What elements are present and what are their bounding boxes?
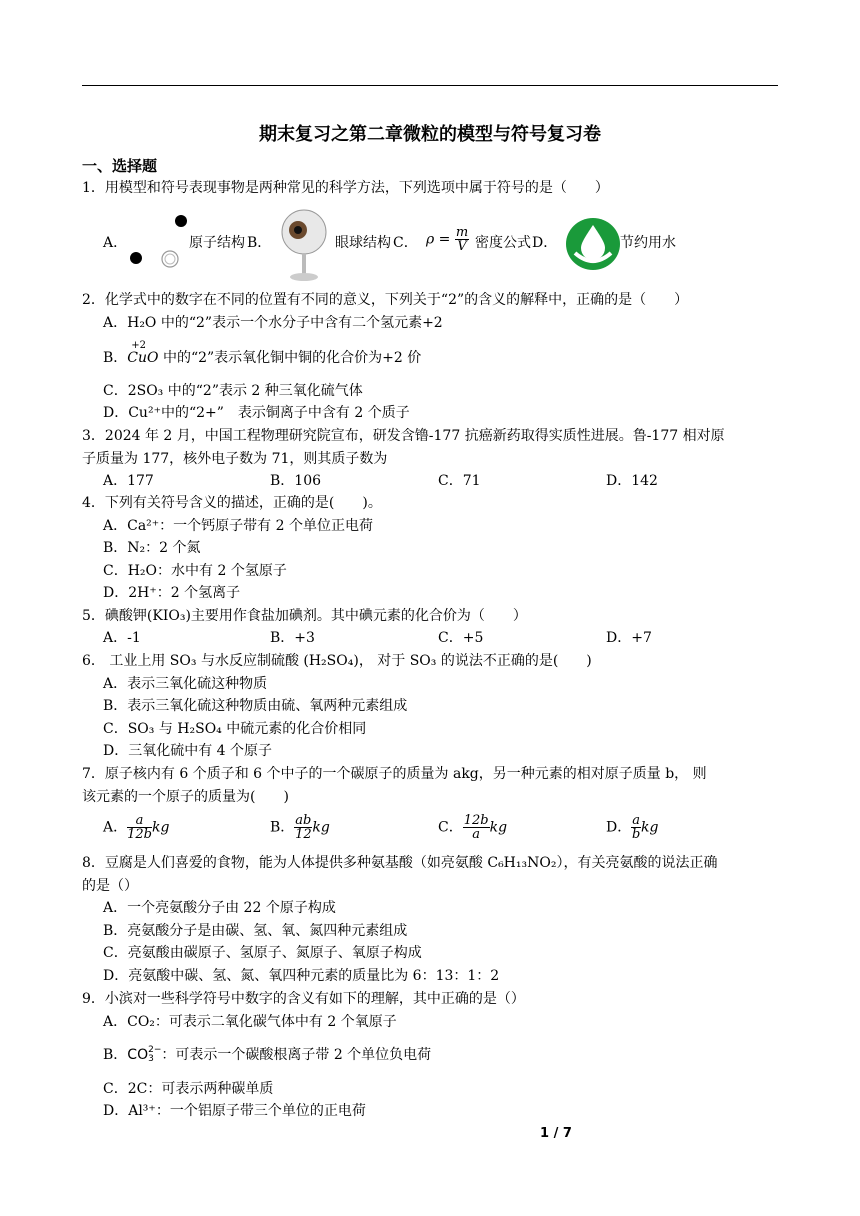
q2-option-b-text: 中的“2”表示氧化铜中铜的化合价为+2 价 bbox=[158, 350, 422, 366]
q1-option-c-prefix: C． bbox=[393, 235, 418, 251]
q3-stem-line2: 子质量为 177，核外电子数为 71，则其质子数为 bbox=[82, 451, 388, 467]
q9-option-b-text: ：可表示一个碳酸根离子带 2 个单位负电荷 bbox=[161, 1047, 432, 1063]
q7-c-unit: kg bbox=[489, 819, 508, 836]
q9-formula: CO bbox=[127, 1047, 149, 1063]
q2-option-b-prefix: B． bbox=[103, 350, 128, 366]
q7-option-d-prefix: D． bbox=[606, 819, 632, 836]
q6-option-a: A．表示三氧化硫这种物质 bbox=[103, 676, 268, 692]
q2-option-b bbox=[103, 340, 422, 368]
q8-stem-line2: 的是（） bbox=[82, 878, 138, 894]
q4-option-a: A．Ca²⁺：一个钙原子带有 2 个单位正电荷 bbox=[103, 518, 373, 534]
q6-option-c: C．SO₃ 与 H₂SO₄ 中硫元素的化合价相同 bbox=[103, 721, 367, 737]
q7-b-num: ab bbox=[295, 813, 312, 828]
section-heading: 一、选择题 bbox=[82, 157, 158, 175]
water-saving-logo-icon bbox=[565, 217, 621, 271]
formula-num: m bbox=[455, 225, 469, 240]
q8-option-b: B．亮氨酸分子是由碳、氢、氧、氮四种元素组成 bbox=[103, 923, 408, 939]
q5-stem: 5．碘酸钾(KIO₃)主要用作食盐加碘剂。其中碘元素的化合价为（ ） bbox=[82, 608, 527, 624]
q2-option-a: A．H₂O 中的“2”表示一个水分子中含有二个氢元素+2 bbox=[103, 315, 443, 331]
q3-option-c: C．71 bbox=[438, 473, 481, 489]
q5-option-a: A．-1 bbox=[103, 630, 141, 646]
q3-option-a: A．177 bbox=[103, 473, 154, 489]
eyeball-model-icon bbox=[276, 208, 334, 284]
q5-option-b: B．+3 bbox=[270, 630, 315, 646]
header-rule bbox=[82, 85, 778, 86]
q2-option-c: C．2SO₃ 中的“2”表示 2 种三氧化硫气体 bbox=[103, 383, 363, 399]
q2-stem: 2．化学式中的数字在不同的位置有不同的意义，下列关于“2”的含义的解释中，正确的是（ ） bbox=[82, 292, 689, 308]
formula-fraction bbox=[455, 226, 469, 253]
q5-option-d: D．+7 bbox=[606, 630, 652, 646]
q7-option-c-prefix: C． bbox=[438, 819, 463, 836]
formula-den: V bbox=[457, 239, 467, 254]
q7-option-c bbox=[438, 814, 507, 841]
q4-option-c: C．H₂O：水中有 2 个氢原子 bbox=[103, 563, 287, 579]
q8-option-d: D．亮氨酸中碳、氢、氮、氧四种元素的质量比为 6：13：1：2 bbox=[103, 968, 500, 984]
q6-option-d: D．三氧化硫中有 4 个原子 bbox=[103, 743, 273, 759]
q7-c-num: 12b bbox=[463, 813, 489, 828]
q2-formula: CuO bbox=[127, 350, 159, 366]
q5-option-c: C．+5 bbox=[438, 630, 484, 646]
page-title: 期末复习之第二章微粒的模型与符号复习卷 bbox=[259, 124, 601, 145]
q7-option-b-prefix: B． bbox=[270, 819, 295, 836]
q7-stem-line1: 7．原子核内有 6 个质子和 6 个中子的一个碳原子的质量为 akg，另一种元素的相对原子质量 b， 则 bbox=[82, 766, 707, 782]
q9-subscript: 3 bbox=[148, 1054, 154, 1064]
q1-option-c-text: 密度公式 bbox=[475, 235, 531, 251]
q1-stem: 1．用模型和符号表现事物是两种常见的科学方法，下列选项中属于符号的是（ ） bbox=[82, 180, 609, 196]
q1-option-d-text: 节约用水 bbox=[620, 235, 676, 251]
q4-option-d: D．2H⁺：2 个氢离子 bbox=[103, 585, 241, 601]
q8-option-c: C．亮氨酸由碳原子、氢原子、氮原子、氧原子构成 bbox=[103, 945, 422, 961]
q1-option-a-text: 原子结构 bbox=[189, 235, 245, 251]
q1-option-a-prefix: A． bbox=[103, 235, 128, 251]
q7-d-den: b bbox=[631, 827, 641, 842]
q1-density-formula bbox=[426, 226, 469, 253]
q7-option-b bbox=[270, 814, 330, 841]
q2-option-d: D．Cu²⁺中的“2+” 表示铜离子中含有 2 个质子 bbox=[103, 405, 410, 421]
q7-c-den: a bbox=[472, 827, 481, 842]
q1-option-b-text: 眼球结构 bbox=[335, 235, 391, 251]
q9-option-c: C．2C：可表示两种碳单质 bbox=[103, 1081, 274, 1097]
q7-option-d bbox=[606, 814, 658, 841]
q7-b-den: 12 bbox=[295, 827, 312, 842]
atom-model-icon bbox=[125, 212, 191, 270]
q4-option-b: B．N₂：2 个氮 bbox=[103, 540, 201, 556]
q9-stem: 9．小滨对一些科学符号中数字的含义有如下的理解，其中正确的是（） bbox=[82, 991, 525, 1007]
q7-d-unit: kg bbox=[641, 819, 659, 836]
q9-option-b-prefix: B． bbox=[103, 1047, 128, 1063]
q3-option-b: B．106 bbox=[270, 473, 322, 489]
q8-option-a: A．一个亮氨酸分子由 22 个原子构成 bbox=[103, 900, 336, 916]
q1-option-b-prefix: B． bbox=[247, 235, 272, 251]
q4-stem: 4．下列有关符号含义的描述，正确的是( )。 bbox=[82, 495, 382, 511]
q9-option-d: D．Al³⁺：一个铝原子带三个单位的正电荷 bbox=[103, 1103, 366, 1119]
q2-valence: +2 bbox=[131, 340, 147, 351]
q7-b-unit: kg bbox=[312, 819, 330, 836]
q3-option-d: D．142 bbox=[606, 473, 658, 489]
q7-option-a-prefix: A． bbox=[103, 819, 128, 836]
q7-a-unit: kg bbox=[152, 819, 170, 836]
q9-charge: 2− bbox=[148, 1045, 162, 1055]
q6-option-b: B．表示三氧化硫这种物质由硫、氧两种元素组成 bbox=[103, 698, 408, 714]
q7-option-a bbox=[103, 814, 169, 841]
q6-stem: 6． 工业上用 SO₃ 与水反应制硫酸 (H₂SO₄)， 对于 SO₃ 的说法不正确的是( ) bbox=[82, 653, 592, 669]
q7-a-num: a bbox=[127, 814, 152, 828]
q8-stem-line1: 8．豆腐是人们喜爱的食物，能为人体提供多种氨基酸（如亮氨酸 C₆H₁₃NO₂），有关亮氨酸的说法正确 bbox=[82, 855, 718, 871]
q7-a-den: 12b bbox=[127, 827, 152, 842]
q9-option-a: A．CO₂：可表示二氧化碳气体中有 2 个氧原子 bbox=[103, 1014, 397, 1030]
q7-d-num: a bbox=[632, 813, 640, 828]
formula-lhs: ρ = bbox=[426, 231, 451, 248]
q3-stem-line1: 3．2024 年 2 月，中国工程物理研究院宣布，研发含镥-177 抗癌新药取得实质性进展。鲁-177 相对原 bbox=[82, 428, 725, 444]
q1-option-d-prefix: D． bbox=[532, 235, 558, 251]
q7-stem-line2: 该元素的一个原子的质量为( ) bbox=[82, 789, 289, 805]
page-number: 1 / 7 bbox=[540, 1126, 572, 1141]
q9-option-b bbox=[103, 1045, 431, 1065]
